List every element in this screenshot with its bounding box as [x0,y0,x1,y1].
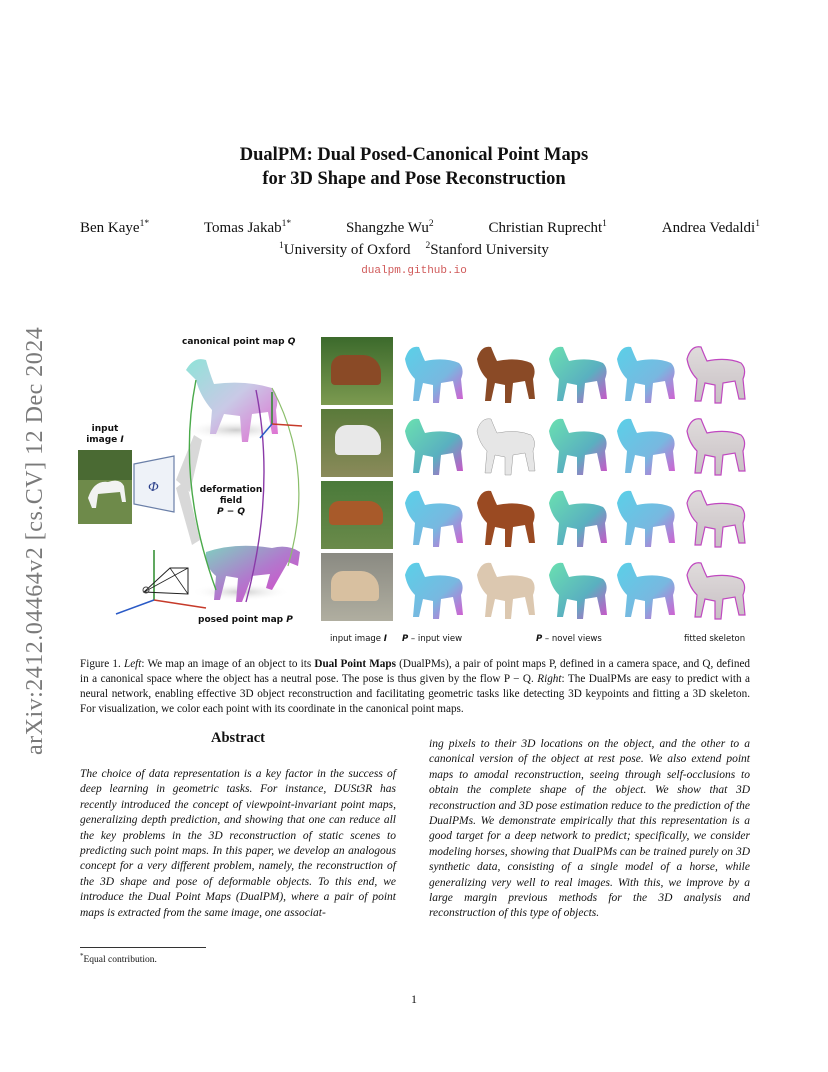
input-thumb-1 [321,337,393,405]
input-thumb-4 [321,553,393,621]
abstract-left-column: The choice of data representation is a key factor in the success of deep learning in geometric tasks. For instance, DUSt3R has recently introduced the concept of viewpoint-invariant point maps, generalizing depth prediction, and showing that one can reduce all the key problems in the 3D reconstruction of static scenes to predicting such point maps. In this paper, we develop an analogous concept for a very different problem, namely, the reconstruction of the 3D shape and pose of deformable objects. To this end, we introduce the Dual Point Maps (DualPM), where a pair of point maps is extracted from the same image, one associat- [80,768,396,919]
posed-map-label: posed point map P [198,615,293,625]
author: Ben Kaye$^{1*}$ [80,219,150,236]
author: Andrea Vedaldi$^1$ [661,219,760,236]
figure-diagram [76,330,320,630]
grid-row-1 [405,347,745,403]
grid-row-4 [405,563,745,619]
title-line-1: DualPM: Dual Posed-Canonical Point Maps [239,145,589,165]
arxiv-identifier: arXiv:2412.04464v2 [cs.CV] 12 Dec 2024 [22,326,48,755]
grid-row-2 [405,419,745,475]
author: Christian Ruprecht$^1$ [488,219,607,236]
paper-title [0,143,828,191]
project-url[interactable]: dualpm.github.io [361,265,467,277]
results-grid [395,335,755,630]
author: Tomas Jakab$^{1*}$ [203,219,292,236]
abstract-heading: Abstract [211,730,265,746]
column-label-input-view: P – input view [402,634,463,644]
input-thumb-2 [321,409,393,477]
deformation-field-label: deformation field P − Q [199,485,263,517]
footnote-rule [80,947,206,948]
input-image-label: input image I [86,424,124,445]
abstract-right-column: ing pixels to their 3D locations on the object, and the other to a canonical version of the object at rest pose. We also extend point maps to amodal reconstruction, seeing through self-occlusions to obtain the complete shape of the object. We show that 3D reconstruction and 3D pose estimation reduce to the prediction of the DualPMs. We demonstrate empirically that this representation is a good target for a deep network to predict; specifically, we consider modeling horses, showing that DualPMs can be trained purely on 3D synthetic data, consisting of a single model of a horse, while generalizing very well to real images. With this, we improve by a large margin previous methods for the 3D analysis and reconstruction of this type of objects. [429,738,750,920]
grid-row-3 [405,491,745,547]
column-label-fitted-skeleton: fitted skeleton [684,634,746,644]
figure-caption: Figure 1. Left: We map an image of an object to its Dual Point Maps (DualPMs), a pair of point maps P, defined in a camera space, and Q, defined in a canonical space where the object has a neutral pose. The pose is thus given by the flow P − Q. Right: The DualPMs are easy to predict with a neural network, enabling effective 3D object reconstruction and facilitating geometric tasks like detecting 3D keypoints and fitting a 3D skeleton. For visualization, we color each point with its coordinate in the canonical point maps. [80,658,750,715]
footnote: *Equal contribution. [80,952,157,966]
column-label-novel-views: P – novel views [536,634,602,644]
input-thumb-3 [321,481,393,549]
author-list [80,219,760,237]
page-number: 1 [411,992,417,1006]
title-line-2: for 3D Shape and Pose Reconstruction [262,169,566,189]
canonical-map-label: canonical point map Q [182,337,296,347]
author: Shangzhe Wu$^2$ [345,219,434,236]
affiliations: $^1$University of Oxford $^2$Stanford University [279,241,549,258]
column-label-input-image: input image I [330,634,387,644]
phi-symbol: Φ [148,480,159,495]
